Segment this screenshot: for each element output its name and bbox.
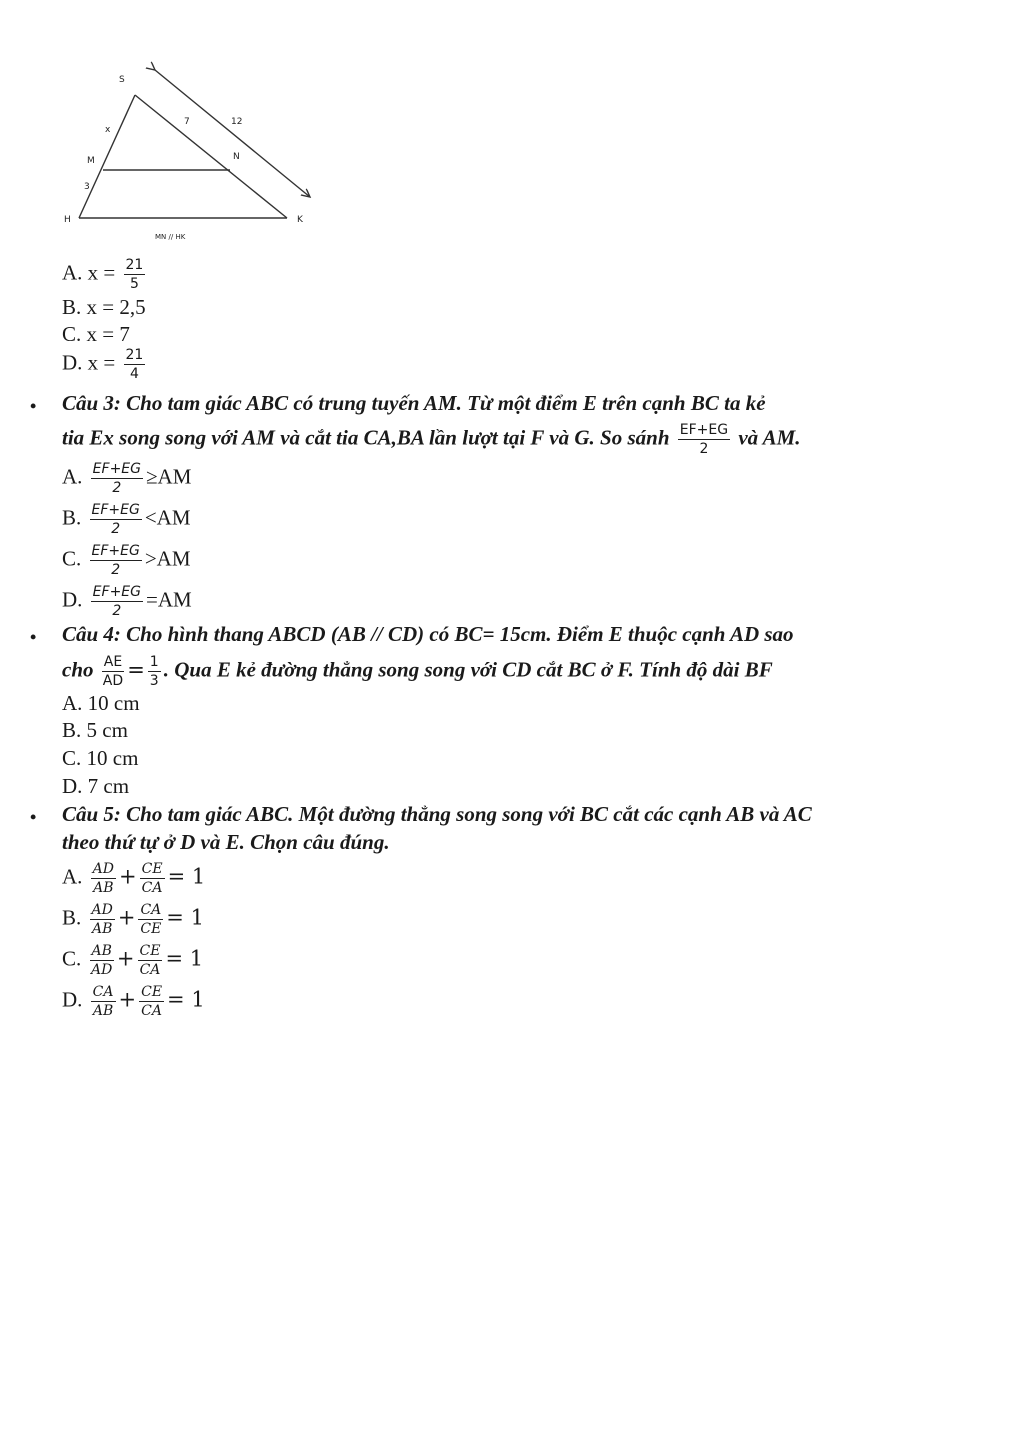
label-m: M [87, 156, 95, 166]
q3-line1: Câu 3: Cho tam giác ABC có trung tuyến AM. Từ một điểm E trên cạnh BC ta kẻ [62, 391, 766, 415]
q4-option-c[interactable]: C. 10 cm [62, 746, 139, 770]
label-s: S [119, 75, 125, 85]
q4-option-b[interactable]: B. 5 cm [62, 718, 128, 742]
q2-option-c[interactable]: C. x = 7 [62, 322, 130, 346]
label-n: N [233, 152, 240, 162]
arrow-line [155, 70, 310, 197]
q2-option-a[interactable]: A. x = $\frac{21}{5}$ [62, 257, 144, 292]
q4-line2: cho $\frac{AE}{AD}$ = $\frac{1}{3}$ . Qua E kẻ đường thẳng song song với CD cắt BC ở F. Tính độ dài BF [62, 654, 773, 689]
fraction: $\frac{21}{5}$ [125, 257, 144, 292]
q5-line2: theo thứ tự ở D và E. Chọn câu đúng. [62, 830, 390, 854]
q5-bullet: • [30, 807, 37, 827]
fraction: $\frac{21}{4}$ [125, 347, 144, 382]
side-sk [135, 95, 287, 218]
q5-option-c[interactable]: C. $\frac{AB}{AD}$ + $\frac{CE}{CA}$ = 1 [62, 943, 204, 978]
q3-option-d[interactable]: D. $\frac{EF+EG}{2}$ =AM [62, 584, 192, 619]
q3-line2: tia Ex song song với AM và cắt tia CA,BA lần lượt tại F và G. So sánh $\frac{EF+EG}{2}$ và AM. [62, 422, 801, 457]
label-3: 3 [84, 182, 90, 192]
q4-option-a[interactable]: A. 10 cm [62, 691, 140, 715]
q2-option-d[interactable]: D. x = $\frac{21}{4}$ [62, 347, 144, 382]
label-k: K [297, 215, 303, 225]
q3-option-b[interactable]: B. $\frac{EF+EG}{2}$ <AM [62, 502, 191, 537]
q4-bullet: • [30, 627, 37, 647]
q5-option-b[interactable]: B. $\frac{AD}{AB}$ + $\frac{CA}{CE}$ = 1 [62, 902, 204, 937]
triangle-figure [55, 60, 325, 245]
q3-option-c[interactable]: C. $\frac{EF+EG}{2}$ >AM [62, 543, 191, 578]
q4-option-d[interactable]: D. 7 cm [62, 774, 130, 798]
q5-option-a[interactable]: A. $\frac{AD}{AB}$ + $\frac{CE}{CA}$ = 1 [62, 861, 206, 896]
q4-line1: Câu 4: Cho hình thang ABCD (AB // CD) có BC= 15cm. Điểm E thuộc cạnh AD sao [62, 622, 794, 646]
label-x: x [105, 125, 111, 135]
label-7: 7 [184, 117, 190, 127]
figure-caption: MN // HK [155, 233, 186, 241]
label-h: H [64, 215, 71, 225]
q3-bullet: • [30, 396, 37, 416]
q3-option-a[interactable]: A. $\frac{EF+EG}{2}$ ≥AM [62, 461, 192, 496]
q2-option-b[interactable]: B. x = 2,5 [62, 295, 146, 319]
fraction: $\frac{EF+EG}{2}$ [679, 422, 729, 457]
q5-option-d[interactable]: D. $\frac{CA}{AB}$ + $\frac{CE}{CA}$ = 1 [62, 984, 205, 1019]
q5-line1: Câu 5: Cho tam giác ABC. Một đường thẳng song song với BC cắt các cạnh AB và AC [62, 802, 812, 826]
label-12: 12 [231, 117, 243, 127]
